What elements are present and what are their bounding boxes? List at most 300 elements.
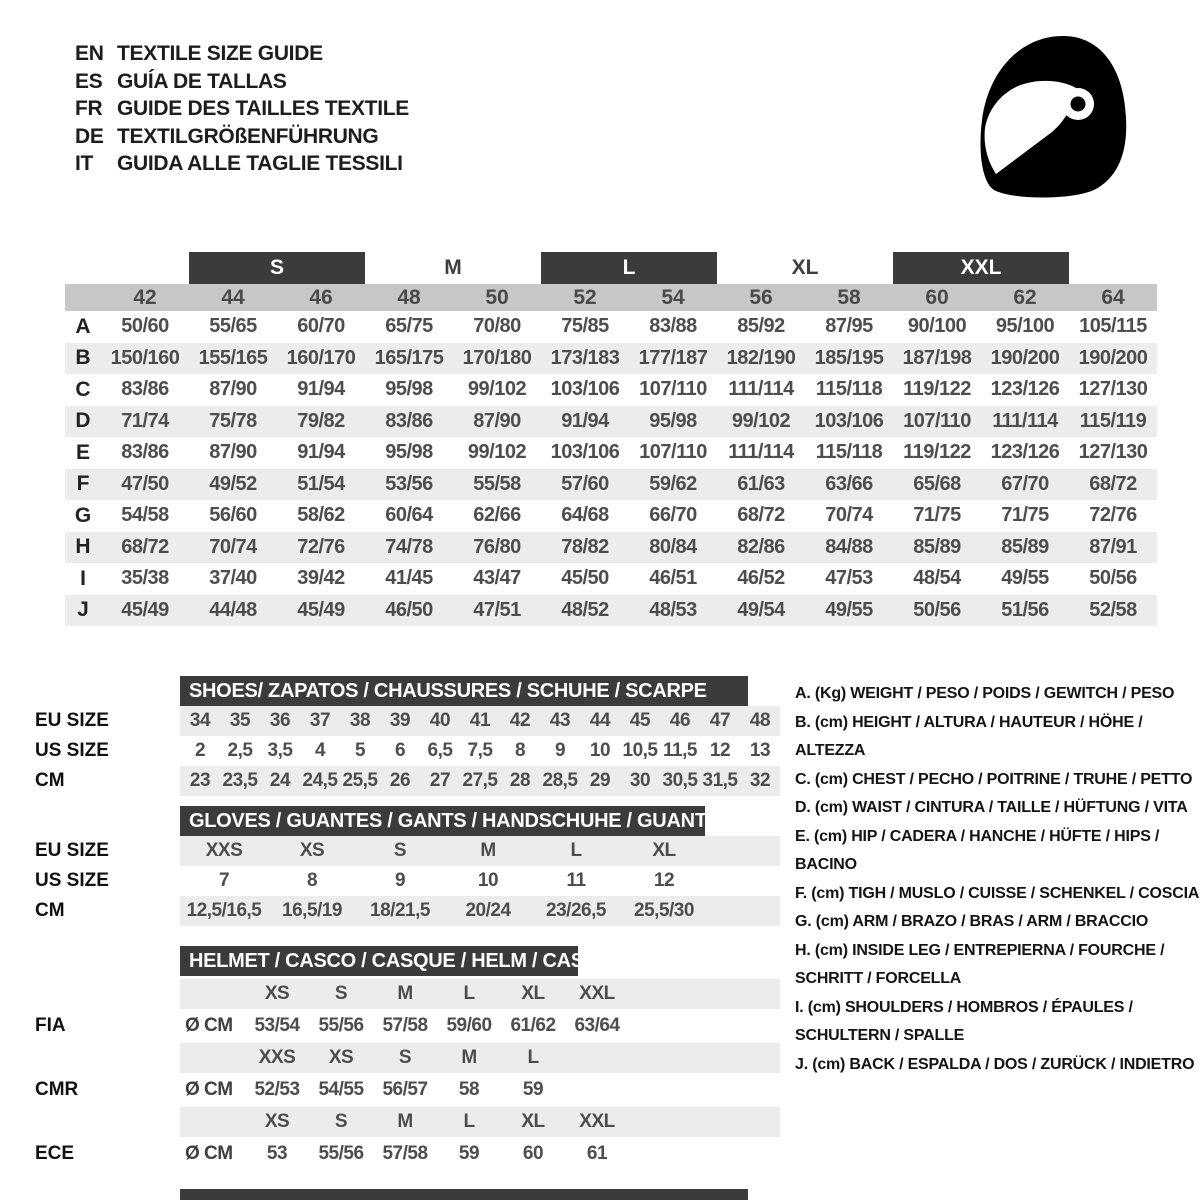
- measurement-value: 47/51: [473, 598, 521, 621]
- measurement-value: 68/72: [121, 535, 169, 558]
- measurement-value: 54/58: [121, 504, 169, 527]
- measurement-value: 127/130: [1078, 378, 1148, 401]
- measurement-value: 53/56: [385, 472, 433, 495]
- measurement-value: 68/72: [737, 504, 785, 527]
- measurement-value: 75/78: [209, 409, 257, 432]
- glove-us-size: 11: [566, 870, 586, 891]
- measurement-value: 99/102: [467, 441, 527, 464]
- shoe-cm-size: 24: [269, 770, 291, 791]
- glove-cm-size: 18/21,5: [370, 900, 430, 921]
- shoe-us-size: 6: [394, 740, 406, 761]
- measurement-value: 80/84: [649, 535, 697, 558]
- helmet-size-value: 59/60: [446, 1015, 492, 1036]
- legend-item: J. (cm) BACK / ESPALDA / DOS / ZURÜCK / INDIETRO: [795, 1055, 1195, 1073]
- helmet-size-row-spacer: [0, 1043, 180, 1073]
- measurement-rows: [65, 311, 1157, 626]
- measurement-value: 49/55: [1001, 567, 1049, 590]
- unit-spacer: [180, 979, 245, 1009]
- shoe-us-size: 5: [354, 740, 366, 761]
- measurement-value: 107/110: [639, 378, 707, 401]
- shoe-eu-size: 35: [229, 710, 251, 731]
- language-row: [75, 150, 409, 178]
- helmet-size-label: XXL: [579, 1111, 615, 1132]
- helmet-size-label: M: [397, 1111, 413, 1132]
- measurement-value: 45/50: [561, 567, 609, 590]
- measurement-value: 65/68: [913, 472, 961, 495]
- helmet-size-value: 59: [458, 1143, 480, 1164]
- glove-us-size: 7: [218, 870, 230, 891]
- measurement-value: 47/53: [825, 567, 873, 590]
- measurement-value: 63/66: [825, 472, 873, 495]
- measurement-value: 119/122: [903, 378, 971, 401]
- helmet-section-header: HELMET / CASCO / CASQUE / HELM / CASCO: [180, 946, 578, 976]
- shoe-eu-size: 40: [429, 710, 451, 731]
- shoes-cm-values: [180, 766, 780, 796]
- measurement-value: 105/115: [1079, 315, 1147, 338]
- language-row: [75, 95, 409, 123]
- row-letter: E: [75, 440, 90, 464]
- textile-size-table: [65, 252, 1157, 626]
- unit-spacer: [180, 1043, 245, 1073]
- legend-item: G. (cm) ARM / BRAZO / BRAS / ARM / BRACCIO: [795, 913, 1149, 930]
- row-letter: G: [74, 503, 92, 527]
- row-values: [101, 437, 1157, 469]
- measurement-value: 123/126: [990, 378, 1060, 401]
- language-code: ES: [75, 69, 103, 93]
- helmet-size-value: 63/64: [574, 1015, 620, 1036]
- measurement-value: 127/130: [1078, 441, 1148, 464]
- measurement-value: 49/55: [825, 598, 873, 621]
- measurement-value: 55/65: [209, 315, 257, 338]
- helmet-standard-label: FIA: [35, 1015, 66, 1036]
- row-values: [101, 406, 1157, 438]
- row-letter: I: [80, 566, 86, 590]
- measurement-value: 115/118: [815, 441, 883, 464]
- shoe-us-size: 4: [314, 740, 326, 761]
- measurement-value: 66/70: [649, 504, 697, 527]
- measurement-value: 87/95: [825, 315, 873, 338]
- helmet-size-value: 55/56: [318, 1143, 364, 1164]
- gloves-eu-row: [0, 836, 781, 866]
- helmet-size-value: 61/62: [510, 1015, 556, 1036]
- shoe-eu-size: 41: [469, 710, 491, 731]
- unit-spacer: [180, 1107, 245, 1137]
- measurement-value: 83/86: [121, 441, 169, 464]
- measurement-row: [65, 437, 1157, 469]
- glove-us-size: 8: [306, 870, 318, 891]
- helmet-size-label: XS: [264, 983, 290, 1004]
- shoe-us-size: 7,5: [467, 740, 493, 761]
- measurement-value: 75/85: [561, 315, 609, 338]
- numeric-size-label: 62: [1013, 285, 1037, 309]
- measurement-value: 107/110: [903, 409, 971, 432]
- measurement-value: 58/62: [297, 504, 345, 527]
- glove-eu-size: XS: [299, 840, 325, 861]
- helmet-size-row: [0, 1043, 781, 1073]
- row-values: [101, 500, 1157, 532]
- row-values: [101, 532, 1157, 564]
- glove-eu-size: M: [480, 840, 496, 861]
- shoe-cm-size: 25,5: [342, 770, 378, 791]
- glove-cm-size: 16,5/19: [282, 900, 342, 921]
- measurement-value: 67/70: [1001, 472, 1049, 495]
- helmet-values: [180, 1139, 780, 1169]
- measurement-value: 115/119: [1079, 409, 1147, 432]
- row-letter: B: [75, 346, 91, 370]
- numeric-size-label: 46: [309, 285, 333, 309]
- measurement-value: 49/52: [209, 472, 257, 495]
- row-values: [101, 311, 1157, 343]
- measurement-value: 45/49: [297, 598, 345, 621]
- measurement-value: 150/160: [110, 346, 180, 369]
- numeric-size-label: 58: [837, 285, 861, 309]
- measurement-value: 44/48: [209, 598, 257, 621]
- shoes-eu-values: [180, 706, 780, 736]
- helmet-size-row-spacer: [0, 1107, 180, 1137]
- legend-item: D. (cm) WAIST / CINTURA / TAILLE / HÜFTUNG / VITA: [795, 799, 1188, 816]
- measurement-value: 91/94: [561, 409, 609, 432]
- shoe-eu-size: 37: [309, 710, 331, 731]
- helmet-size-value: 57/58: [382, 1015, 428, 1036]
- measurement-value: 111/114: [728, 441, 794, 464]
- measurement-value: 95/98: [385, 441, 433, 464]
- shoe-us-size: 10,5: [622, 740, 658, 761]
- shoe-cm-size: 32: [749, 770, 771, 791]
- measurement-value: 46/51: [649, 567, 697, 590]
- racing-helmet-icon: [968, 28, 1138, 210]
- measurement-value: 78/82: [561, 535, 609, 558]
- measurement-value: 41/45: [385, 567, 433, 590]
- shoes-cm-row: [0, 766, 781, 796]
- numeric-size-label: 52: [573, 285, 597, 309]
- language-title: TEXTILGRÖßENFÜHRUNG: [117, 124, 379, 148]
- measurement-value: 46/52: [737, 567, 785, 590]
- measurement-value: 71/75: [1001, 504, 1049, 527]
- legend-item: E. (cm) HIP / CADERA / HANCHE / HÜFTE / HIPS / BACINO: [795, 827, 1160, 873]
- measurement-value: 107/110: [639, 441, 707, 464]
- shoe-eu-size: 38: [349, 710, 371, 731]
- row-letter: F: [76, 472, 90, 496]
- measurement-value: 111/114: [992, 409, 1058, 432]
- language-code: FR: [75, 97, 103, 120]
- helmet-size-value: 60: [522, 1143, 544, 1164]
- shoe-cm-size: 23: [189, 770, 211, 791]
- helmet-size-value: 57/58: [382, 1143, 428, 1164]
- row-values: [101, 343, 1157, 375]
- shoe-eu-size: 48: [749, 710, 771, 731]
- helmet-size-value: 53: [266, 1143, 288, 1164]
- shoes-eu-row: [0, 706, 781, 736]
- measurement-value: 95/98: [649, 409, 697, 432]
- measurement-value: 123/126: [990, 441, 1060, 464]
- numeric-size-label: 60: [925, 285, 949, 309]
- shoe-eu-size: 44: [589, 710, 611, 731]
- measurement-value: 50/60: [121, 315, 169, 338]
- helmet-size-value: 56/57: [382, 1079, 428, 1100]
- helmet-values: [180, 1075, 780, 1105]
- measurement-value: 85/92: [737, 315, 785, 338]
- measurement-row: [65, 311, 1157, 343]
- measurement-value: 61/63: [737, 472, 785, 495]
- size-group-label: XXL: [893, 252, 1069, 284]
- shoes-us-values: [180, 736, 780, 766]
- measurement-value: 51/56: [1001, 598, 1049, 621]
- measurement-value: 45/49: [121, 598, 169, 621]
- helmet-size-label: XL: [521, 1111, 545, 1132]
- shoes-section-header: SHOES/ ZAPATOS / CHAUSSURES / SCHUHE / SCARPE: [180, 676, 748, 706]
- shoe-cm-size: 26: [389, 770, 411, 791]
- shoe-us-size: 13: [749, 740, 771, 761]
- helmet-standard-section: [0, 979, 781, 1041]
- helmet-values: [180, 1011, 780, 1041]
- measurement-value: 43/47: [473, 567, 521, 590]
- shoe-cm-size: 23,5: [222, 770, 258, 791]
- numeric-size-header-row: [65, 284, 1157, 311]
- legend-item: H. (cm) INSIDE LEG / ENTREPIERNA / FOURCHE / SCHRITT / FORCELLA: [795, 941, 1165, 987]
- numeric-size-label: 48: [397, 285, 421, 309]
- measurement-value: 185/195: [814, 346, 884, 369]
- measurement-value: 59/62: [649, 472, 697, 495]
- legend-item: I. (cm) SHOULDERS / HOMBROS / ÉPAULES / SCHULTERN / SPALLE: [795, 998, 1133, 1044]
- measurement-value: 62/66: [473, 504, 521, 527]
- measurement-value: 87/90: [473, 409, 521, 432]
- row-values: [101, 563, 1157, 595]
- shoe-cm-size: 28,5: [542, 770, 578, 791]
- shoe-cm-size: 28: [509, 770, 531, 791]
- shoe-us-size: 6,5: [427, 740, 453, 761]
- measurement-value: 103/106: [814, 409, 884, 432]
- measurement-value: 82/86: [737, 535, 785, 558]
- measurement-value: 68/72: [1089, 472, 1137, 495]
- measurement-value: 85/89: [1001, 535, 1049, 558]
- row-letter: C: [75, 377, 91, 401]
- measurement-value: 95/98: [385, 378, 433, 401]
- language-title: GUIDE DES TAILLES TEXTILE: [117, 97, 409, 120]
- language-row: [75, 123, 409, 151]
- gloves-cm-row: [0, 896, 781, 926]
- helmet-size-label: S: [334, 1111, 348, 1132]
- helmet-size-label: L: [463, 1111, 475, 1132]
- language-code: IT: [75, 152, 94, 175]
- row-letter: J: [77, 598, 89, 622]
- helmet-size-value: 52/53: [254, 1079, 300, 1100]
- glove-us-size: 12: [653, 870, 675, 891]
- legend-item: A. (Kg) WEIGHT / PESO / POIDS / GEWITCH / PESO: [795, 685, 1175, 702]
- measurement-value: 190/200: [990, 346, 1060, 369]
- shoe-eu-size: 36: [269, 710, 291, 731]
- helmet-size-value: 53/54: [254, 1015, 300, 1036]
- glove-cm-size: 25,5/30: [634, 900, 694, 921]
- shoe-us-size: 2,5: [227, 740, 253, 761]
- helmet-size-label: M: [397, 983, 413, 1004]
- shoe-eu-size: 46: [669, 710, 691, 731]
- shoe-cm-size: 29: [589, 770, 611, 791]
- measurement-value: 48/52: [561, 598, 609, 621]
- helmet-size-value: 59: [522, 1079, 544, 1100]
- measurement-value: 35/38: [121, 567, 169, 590]
- glove-cm-size: 12,5/16,5: [186, 900, 262, 921]
- helmet-size-label: XXS: [258, 1047, 296, 1068]
- row-letter: A: [75, 314, 91, 338]
- measurement-value: 74/78: [385, 535, 433, 558]
- helmet-value-row: [0, 1075, 781, 1105]
- helmet-standard-label: CMR: [35, 1079, 79, 1100]
- helmet-size-label: XXL: [579, 983, 615, 1004]
- measurement-value: 83/86: [385, 409, 433, 432]
- diameter-cm-unit: Ø CM: [185, 1143, 233, 1164]
- glove-cm-size: 20/24: [465, 900, 511, 921]
- helmet-size-table: [0, 946, 781, 1169]
- measurement-value: 99/102: [731, 409, 791, 432]
- measurement-value: 182/190: [726, 346, 796, 369]
- shoes-size-table: [0, 676, 781, 796]
- measurement-value: 60/64: [385, 504, 433, 527]
- glove-cm-size: 23/26,5: [546, 900, 606, 921]
- shoe-us-size: 10: [589, 740, 611, 761]
- measurement-value: 55/58: [473, 472, 521, 495]
- measurement-value: 177/187: [638, 346, 708, 369]
- legend-item: F. (cm) TIGH / MUSLO / CUISSE / SCHENKEL / COSCIA: [795, 884, 1200, 902]
- helmet-size-labels: [180, 979, 780, 1009]
- measurement-value: 52/58: [1089, 598, 1137, 621]
- measurement-row: [65, 595, 1157, 627]
- measurement-value: 72/76: [297, 535, 345, 558]
- measurement-value: 95/100: [995, 315, 1055, 338]
- gloves-eu-label: EU SIZE: [35, 840, 109, 861]
- shoes-us-row: [0, 736, 781, 766]
- glove-eu-size: XL: [652, 840, 676, 861]
- gloves-cm-values: [180, 896, 780, 926]
- glove-eu-size: XXS: [205, 840, 243, 861]
- numeric-size-label: 50: [485, 285, 509, 309]
- measurement-value: 79/82: [297, 409, 345, 432]
- shoes-cm-label: CM: [35, 770, 65, 791]
- language-title: GUIDA ALLE TAGLIE TESSILI: [117, 152, 403, 175]
- measurement-value: 87/91: [1089, 535, 1137, 558]
- helmet-size-label: XS: [328, 1047, 354, 1068]
- language-code: EN: [75, 42, 104, 65]
- shoe-cm-size: 31,5: [702, 770, 738, 791]
- measurement-value: 71/74: [121, 409, 169, 432]
- shoes-us-label: US SIZE: [35, 740, 109, 761]
- measurement-row: [65, 500, 1157, 532]
- measurement-row: [65, 374, 1157, 406]
- shoe-cm-size: 27: [429, 770, 451, 791]
- measurement-value: 46/50: [385, 598, 433, 621]
- gloves-cm-label: CM: [35, 900, 65, 921]
- measurement-row: [65, 343, 1157, 375]
- language-title: GUÍA DE TALLAS: [117, 69, 287, 93]
- measurement-value: 48/53: [649, 598, 697, 621]
- shoes-eu-label: EU SIZE: [35, 710, 109, 731]
- measurement-row: [65, 469, 1157, 501]
- measurement-value: 60/70: [297, 315, 345, 338]
- helmet-size-row: [0, 979, 781, 1009]
- language-code: DE: [75, 124, 104, 148]
- measurement-row: [65, 406, 1157, 438]
- helmet-value-row: [0, 1139, 781, 1169]
- measurement-value: 57/60: [561, 472, 609, 495]
- glove-us-size: 10: [477, 870, 499, 891]
- helmet-standards: [0, 979, 781, 1169]
- measurement-value: 47/50: [121, 472, 169, 495]
- measurement-value: 155/165: [198, 346, 268, 369]
- measurement-value: 65/75: [385, 315, 433, 338]
- row-letter: D: [75, 409, 91, 433]
- measurement-value: 160/170: [286, 346, 356, 369]
- shoe-eu-size: 39: [389, 710, 411, 731]
- measurement-value: 119/122: [903, 441, 971, 464]
- numeric-size-label: 64: [1101, 285, 1125, 309]
- language-title-list: [75, 40, 409, 178]
- measurement-row: [65, 563, 1157, 595]
- measurement-value: 48/54: [913, 567, 961, 590]
- shoe-us-size: 12: [709, 740, 731, 761]
- measurement-value: 170/180: [462, 346, 532, 369]
- measurement-value: 70/74: [825, 504, 873, 527]
- numeric-size-label: 54: [661, 285, 685, 309]
- measurement-value: 103/106: [550, 441, 620, 464]
- gloves-size-table: [0, 806, 781, 926]
- shoe-eu-size: 45: [629, 710, 651, 731]
- cropped-next-section-bar: [180, 1189, 748, 1200]
- measurement-value: 50/56: [1089, 567, 1137, 590]
- legend-item: B. (cm) HEIGHT / ALTURA / HAUTEUR / HÖHE / ALTEZZA: [795, 713, 1143, 759]
- measurement-value: 70/74: [209, 535, 257, 558]
- helmet-size-row-spacer: [0, 979, 180, 1009]
- measurement-value: 91/94: [297, 378, 345, 401]
- shoe-us-size: 9: [554, 740, 566, 761]
- helmet-size-label: XL: [521, 983, 545, 1004]
- shoe-eu-size: 47: [709, 710, 731, 731]
- row-values: [101, 469, 1157, 501]
- helmet-size-label: L: [527, 1047, 539, 1068]
- measurement-value: 49/54: [737, 598, 785, 621]
- measurement-value: 56/60: [209, 504, 257, 527]
- shoe-cm-size: 24,5: [302, 770, 338, 791]
- helmet-standard-section: [0, 1107, 781, 1169]
- shoe-cm-size: 30,5: [662, 770, 698, 791]
- helmet-size-label: L: [463, 983, 475, 1004]
- gloves-us-values: [180, 866, 780, 896]
- measurement-value: 115/118: [815, 378, 883, 401]
- gloves-us-row: [0, 866, 781, 896]
- numeric-size-label: 56: [749, 285, 773, 309]
- helmet-size-labels: [180, 1107, 780, 1137]
- measurement-value: 72/76: [1089, 504, 1137, 527]
- measurement-value: 71/75: [913, 504, 961, 527]
- measurement-value: 187/198: [902, 346, 972, 369]
- measurement-value: 99/102: [467, 378, 527, 401]
- measurement-value: 51/54: [297, 472, 345, 495]
- gloves-us-label: US SIZE: [35, 870, 109, 891]
- measurement-value: 90/100: [907, 315, 967, 338]
- measurement-value: 50/56: [913, 598, 961, 621]
- helmet-value-row: [0, 1011, 781, 1041]
- measurement-value: 103/106: [550, 378, 620, 401]
- measurement-value: 87/90: [209, 378, 257, 401]
- measurement-value: 76/80: [473, 535, 521, 558]
- helmet-standard-section: [0, 1043, 781, 1105]
- diameter-cm-unit: Ø CM: [185, 1015, 233, 1036]
- size-group-header-row: [65, 252, 1157, 284]
- shoe-cm-size: 30: [629, 770, 651, 791]
- size-group-label: M: [444, 256, 462, 279]
- glove-eu-size: L: [570, 840, 582, 861]
- numeric-size-label: 42: [133, 285, 157, 309]
- language-row: [75, 40, 409, 68]
- language-title: TEXTILE SIZE GUIDE: [117, 42, 323, 65]
